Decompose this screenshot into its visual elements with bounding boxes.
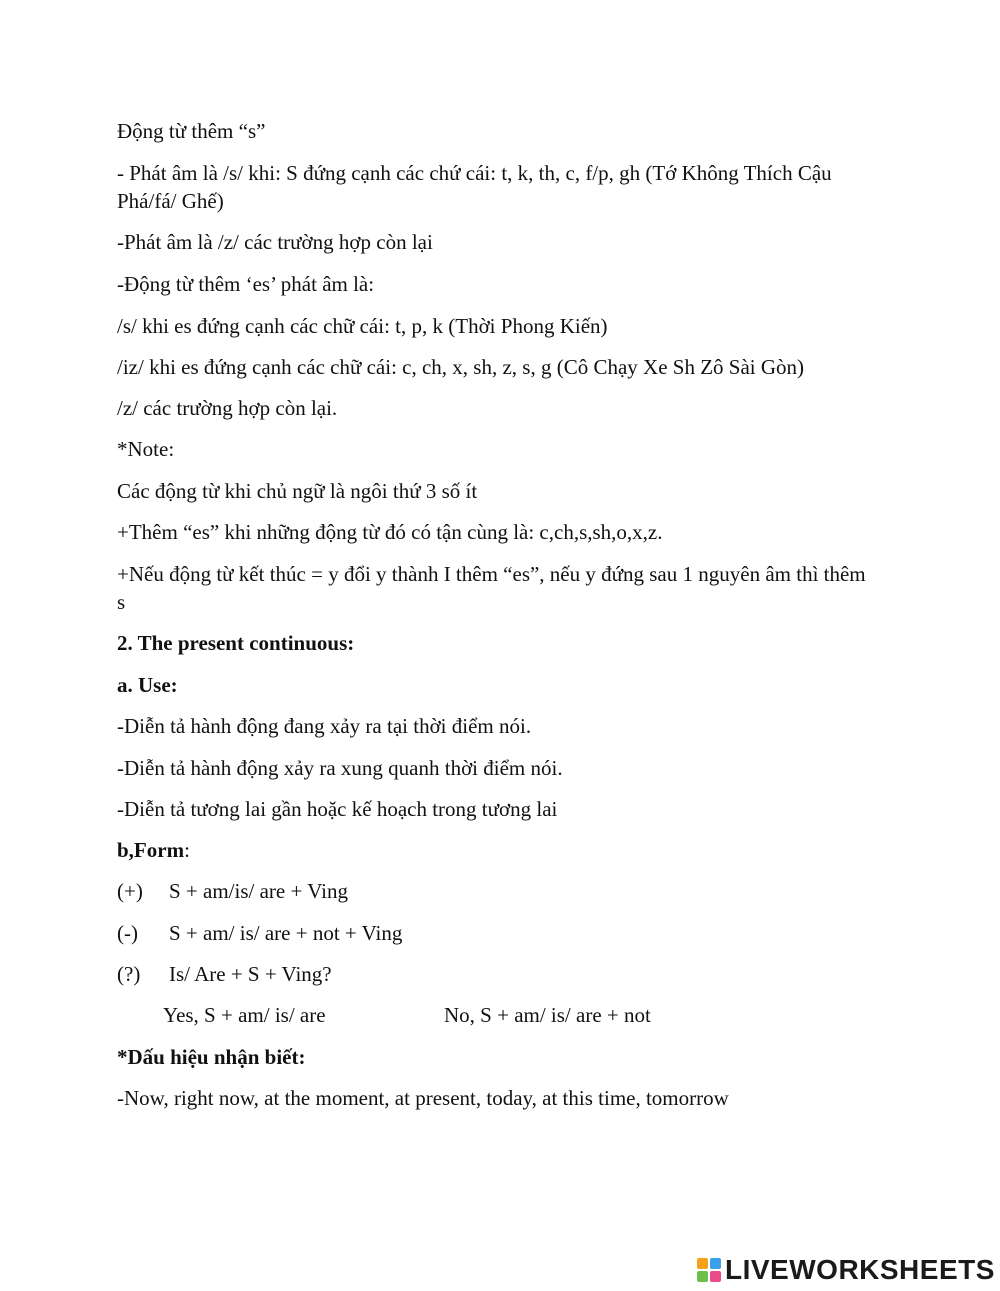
logo-square-1 bbox=[697, 1258, 708, 1269]
liveworksheets-logo bbox=[697, 1255, 995, 1285]
form-affirmative bbox=[117, 877, 877, 905]
note-line-2: +Thêm “es” khi những động từ đó có tận cùng là: c,ch,s,sh,o,x,z. bbox=[117, 520, 663, 544]
logo-square-3 bbox=[697, 1271, 708, 1282]
form-affirmative-mark: (+) bbox=[117, 879, 143, 903]
answer-yes: Yes, S + am/ is/ are bbox=[163, 1003, 326, 1027]
rule-es-iz: /iz/ khi es đứng cạnh các chữ cái: c, ch, x, sh, z, s, g (Cô Chạy Xe Sh Zô Sài Gòn) bbox=[117, 355, 805, 379]
form-affirmative-text: S + am/is/ are + Ving bbox=[169, 879, 348, 903]
form-heading bbox=[117, 836, 877, 864]
form-question-text: Is/ Are + S + Ving? bbox=[169, 962, 332, 986]
form-negative bbox=[117, 919, 877, 947]
form-question-mark: (?) bbox=[117, 962, 141, 986]
rule-z-sound: -Phát âm là /z/ các trường hợp còn lại bbox=[117, 230, 433, 254]
use-item-2: -Diễn tả hành động xảy ra xung quanh thời điểm nói. bbox=[117, 756, 563, 780]
rule-s-sound: - Phát âm là /s/ khi: S đứng cạnh các chứ cái: t, k, th, c, f/p, gh (Tớ Không Thích Cậu Phá/fá/ Ghế) bbox=[117, 161, 832, 213]
rule-es-z: /z/ các trường hợp còn lại. bbox=[117, 396, 338, 420]
logo-square-4 bbox=[710, 1271, 721, 1282]
rule-es-heading: -Động từ thêm ‘es’ phát âm là: bbox=[117, 272, 375, 296]
form-negative-mark: (-) bbox=[117, 921, 138, 945]
logo-square-2 bbox=[710, 1258, 721, 1269]
signs-heading: *Dấu hiệu nhận biết: bbox=[117, 1045, 306, 1069]
use-heading: a. Use: bbox=[117, 673, 178, 697]
note-heading: *Note: bbox=[117, 437, 175, 461]
rule-es-s: /s/ khi es đứng cạnh các chữ cái: t, p, k (Thời Phong Kiến) bbox=[117, 314, 608, 338]
form-question bbox=[117, 960, 877, 988]
answer-no: No, S + am/ is/ are + not bbox=[444, 1003, 651, 1027]
logo-text: LIVEWORKSHEETS bbox=[725, 1254, 995, 1285]
form-negative-text: S + am/ is/ are + not + Ving bbox=[169, 921, 403, 945]
liveworksheets-mark-icon bbox=[697, 1258, 721, 1282]
note-line-3: +Nếu động từ kết thúc = y đổi y thành I thêm “es”, nếu y đứng sau 1 nguyên âm thì thêm s bbox=[117, 562, 866, 614]
note-line-1: Các động từ khi chủ ngữ là ngôi thứ 3 số ít bbox=[117, 479, 478, 503]
use-item-3: -Diễn tả tương lai gần hoặc kế hoạch trong tương lai bbox=[117, 797, 558, 821]
verb-s-heading: Động từ thêm “s” bbox=[117, 119, 266, 143]
use-item-1: -Diễn tả hành động đang xảy ra tại thời điểm nói. bbox=[117, 714, 532, 738]
signs-list: -Now, right now, at the moment, at present, today, at this time, tomorrow bbox=[117, 1086, 729, 1110]
section-heading: 2. The present continuous: bbox=[117, 631, 355, 655]
form-label: b,Form bbox=[117, 838, 185, 862]
form-colon: : bbox=[184, 838, 190, 862]
